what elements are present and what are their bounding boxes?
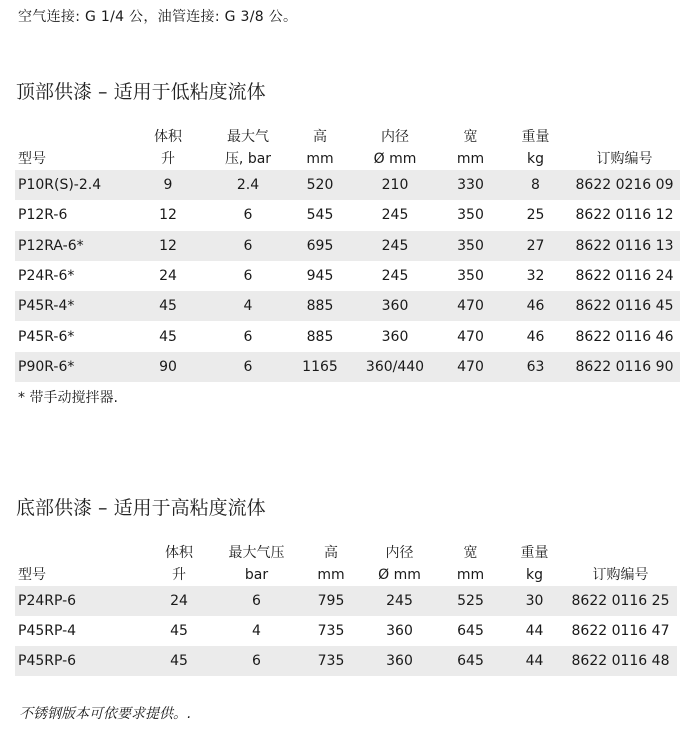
table-cell: 350 bbox=[457, 207, 484, 224]
table-cell: 25 bbox=[526, 207, 545, 224]
table-cell: 6 bbox=[243, 207, 253, 224]
model-cell: P45R-6* bbox=[18, 328, 75, 345]
table-cell: 735 bbox=[317, 623, 345, 639]
table-cell: 27 bbox=[526, 237, 545, 254]
column-header-line2: 订购编号 bbox=[596, 151, 653, 167]
column-header-line2: mm bbox=[306, 151, 334, 167]
column-header-line2: 升 bbox=[172, 567, 186, 583]
column-header-line2: Ø mm bbox=[373, 151, 417, 167]
column-header-line2: 型号 bbox=[18, 567, 46, 583]
column-header-line1: 体积 bbox=[154, 129, 182, 145]
table-cell: 695 bbox=[306, 237, 334, 254]
column-header bbox=[129, 124, 207, 170]
column-header bbox=[363, 540, 436, 586]
top-section-title: 顶部供漆 – 适用于低粘度流体 bbox=[16, 81, 266, 103]
model-cell: P45RP-4 bbox=[18, 623, 77, 639]
table-cell: 245 bbox=[381, 207, 409, 224]
table-cell: 6 bbox=[252, 653, 261, 669]
order-number-cell: 8622 0116 90 bbox=[575, 358, 674, 375]
table-cell: 8 bbox=[531, 177, 540, 194]
column-header-line2: mm bbox=[317, 567, 345, 583]
column-header bbox=[289, 124, 351, 170]
table-cell: 360/440 bbox=[365, 358, 425, 375]
table-row bbox=[15, 200, 680, 230]
column-header bbox=[569, 124, 680, 170]
table-row bbox=[15, 586, 677, 616]
column-header-line2: 升 bbox=[161, 151, 175, 167]
table-cell: 12 bbox=[159, 207, 177, 224]
table-cell: 245 bbox=[381, 268, 409, 285]
table-cell: 520 bbox=[306, 177, 334, 194]
order-number-cell: 8622 0116 24 bbox=[575, 268, 674, 285]
column-header-line2: 订购编号 bbox=[592, 567, 649, 583]
table-row bbox=[15, 616, 677, 646]
column-header-line1: 高 bbox=[313, 129, 327, 145]
table-cell: 360 bbox=[386, 653, 413, 669]
table-cell: 63 bbox=[526, 358, 545, 375]
table-cell: 360 bbox=[381, 328, 409, 345]
table-cell: 45 bbox=[170, 653, 188, 669]
column-header bbox=[436, 540, 505, 586]
column-header bbox=[351, 124, 439, 170]
model-cell: P90R-6* bbox=[18, 358, 75, 375]
column-header-line1: 重量 bbox=[520, 545, 549, 561]
table-row bbox=[15, 321, 680, 351]
column-header-line2: 型号 bbox=[18, 151, 46, 167]
table-cell: 46 bbox=[526, 328, 545, 345]
column-header bbox=[15, 540, 144, 586]
table-cell: 350 bbox=[457, 237, 484, 254]
table-cell: 735 bbox=[317, 653, 345, 669]
table-row bbox=[15, 170, 680, 200]
table-cell: 4 bbox=[252, 623, 261, 639]
table-cell: 525 bbox=[457, 593, 484, 609]
model-cell: P24R-6* bbox=[18, 268, 75, 285]
table-cell: 6 bbox=[243, 268, 253, 285]
table-cell: 6 bbox=[252, 593, 261, 609]
table-cell: 245 bbox=[386, 593, 413, 609]
table-row bbox=[15, 352, 680, 382]
table-cell: 885 bbox=[306, 298, 334, 315]
order-number-cell: 8622 0116 48 bbox=[571, 653, 670, 669]
order-number-cell: 8622 0116 12 bbox=[575, 207, 674, 224]
column-header-line1: 高 bbox=[324, 545, 338, 561]
table-cell: 32 bbox=[526, 268, 545, 285]
table-cell: 545 bbox=[306, 207, 334, 224]
table-cell: 30 bbox=[525, 593, 544, 609]
column-header-line2: Ø mm bbox=[378, 567, 421, 583]
table-header bbox=[15, 540, 677, 586]
table-cell: 210 bbox=[381, 177, 409, 194]
table-cell: 360 bbox=[381, 298, 409, 315]
table-cell: 44 bbox=[525, 653, 544, 669]
model-cell: P24RP-6 bbox=[18, 593, 77, 609]
table-row bbox=[15, 646, 677, 676]
order-number-cell: 8622 0116 46 bbox=[575, 328, 674, 345]
model-cell: P10R(S)-2.4 bbox=[18, 177, 102, 194]
table-cell: 6 bbox=[243, 237, 253, 254]
table-cell: 330 bbox=[457, 177, 484, 194]
order-number-cell: 8622 0116 25 bbox=[571, 593, 670, 609]
table-cell: 24 bbox=[170, 593, 188, 609]
table-cell: 90 bbox=[159, 358, 177, 375]
column-header-line1: 重量 bbox=[521, 129, 550, 145]
table-cell: 45 bbox=[170, 623, 188, 639]
column-header bbox=[505, 540, 564, 586]
column-header bbox=[502, 124, 569, 170]
table-cell: 645 bbox=[457, 623, 484, 639]
table-row bbox=[15, 231, 680, 261]
table-row bbox=[15, 291, 680, 321]
table-cell: 470 bbox=[457, 358, 484, 375]
table-cell: 470 bbox=[457, 328, 484, 345]
table-header bbox=[15, 124, 680, 170]
table-cell: 45 bbox=[159, 298, 177, 315]
table-cell: 1165 bbox=[302, 358, 338, 375]
order-number-cell: 8622 0116 13 bbox=[575, 237, 674, 254]
table-cell: 45 bbox=[159, 328, 177, 345]
top-feed-table bbox=[15, 124, 680, 382]
table-cell: 645 bbox=[457, 653, 484, 669]
order-number-cell: 8622 0116 47 bbox=[571, 623, 670, 639]
column-header bbox=[214, 540, 299, 586]
model-cell: P45R-4* bbox=[18, 298, 75, 315]
column-header-line1: 体积 bbox=[165, 545, 193, 561]
column-header-line2: mm bbox=[456, 151, 485, 167]
column-header bbox=[299, 540, 363, 586]
column-header-line1: 宽 bbox=[463, 545, 478, 561]
column-header-line1: 内径 bbox=[385, 545, 414, 561]
connection-info: 空气连接: G 1/4 公，油管连接: G 3/8 公。 bbox=[18, 9, 298, 25]
column-header-line1: 最大气压 bbox=[228, 545, 285, 561]
column-header-line1: 内径 bbox=[381, 129, 409, 145]
table-cell: 885 bbox=[306, 328, 334, 345]
table-cell: 945 bbox=[306, 268, 334, 285]
table-cell: 360 bbox=[386, 623, 413, 639]
table-cell: 4 bbox=[243, 298, 253, 315]
stainless-footnote: 不锈钢版本可依要求提供。. bbox=[19, 706, 192, 722]
column-header-line2: kg bbox=[526, 567, 543, 583]
column-header bbox=[439, 124, 502, 170]
column-header bbox=[207, 124, 289, 170]
table-cell: 46 bbox=[526, 298, 545, 315]
column-header bbox=[564, 540, 677, 586]
column-header-line1: 最大气 bbox=[227, 129, 269, 145]
table-cell: 245 bbox=[381, 237, 409, 254]
column-header-line2: 压, bar bbox=[224, 151, 272, 167]
table-cell: 12 bbox=[159, 237, 177, 254]
model-cell: P45RP-6 bbox=[18, 653, 77, 669]
table-cell: 795 bbox=[317, 593, 345, 609]
column-header-line2: bar bbox=[244, 567, 269, 583]
table-cell: 6 bbox=[243, 328, 253, 345]
bottom-section-title: 底部供漆 – 适用于高粘度流体 bbox=[16, 497, 266, 519]
table-cell: 24 bbox=[159, 268, 177, 285]
table-row bbox=[15, 261, 680, 291]
table-cell: 2.4 bbox=[236, 177, 260, 194]
model-cell: P12RA-6* bbox=[18, 237, 84, 254]
bottom-feed-table bbox=[15, 540, 677, 676]
table-cell: 470 bbox=[457, 298, 484, 315]
order-number-cell: 8622 0216 09 bbox=[575, 177, 674, 194]
order-number-cell: 8622 0116 45 bbox=[575, 298, 674, 315]
column-header-line1: 宽 bbox=[463, 129, 478, 145]
stirrer-footnote: * 带手动搅拌器. bbox=[18, 390, 118, 406]
column-header bbox=[144, 540, 214, 586]
table-cell: 6 bbox=[243, 358, 253, 375]
model-cell: P12R-6 bbox=[18, 207, 68, 224]
column-header bbox=[15, 124, 129, 170]
table-cell: 9 bbox=[163, 177, 173, 194]
column-header-line2: mm bbox=[456, 567, 485, 583]
table-cell: 44 bbox=[525, 623, 544, 639]
table-cell: 350 bbox=[457, 268, 484, 285]
column-header-line2: kg bbox=[527, 151, 544, 167]
